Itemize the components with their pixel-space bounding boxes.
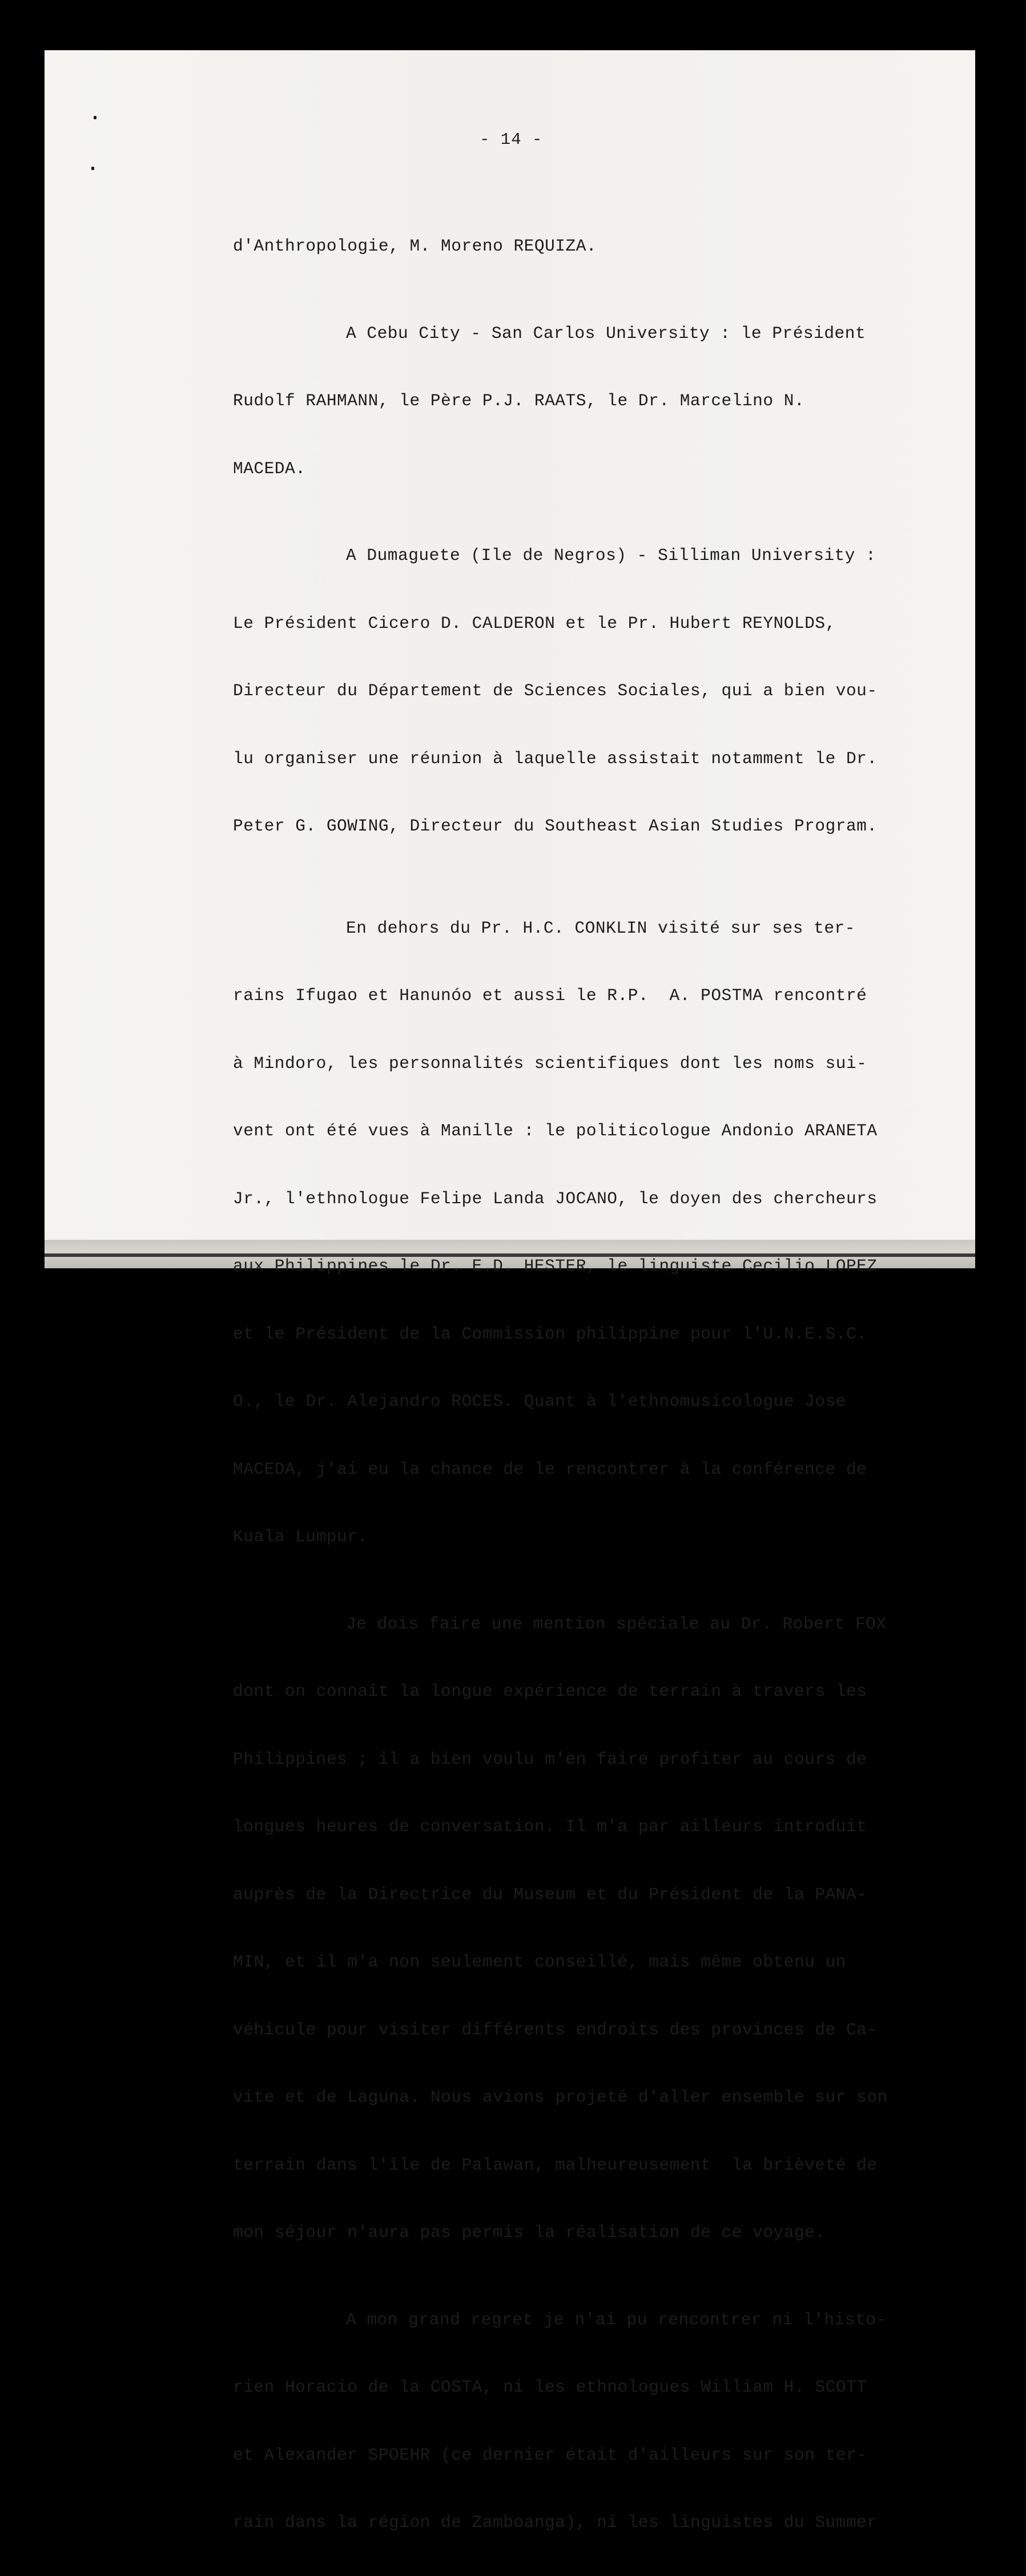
text-line: mon séjour n'aura pas permis la réalisation de ce voyage. <box>233 2223 826 2242</box>
page-number: - 14 - <box>480 130 543 149</box>
text-line: longues heures de conversation. Il m'a par ailleurs introduit <box>233 1817 867 1836</box>
text-line: d'Anthropologie, M. Moreno REQUIZA. <box>233 236 597 256</box>
text-line: auprès de la Directrice du Museum et du Président de la PANA- <box>233 1884 867 1904</box>
text-line: vent ont été vues à Manille : le politicologue Andonio ARANETA <box>233 1121 878 1140</box>
text-line: à Mindoro, les personnalités scientifiques dont les noms sui- <box>233 1053 867 1073</box>
text-line: véhicule pour visiter différents endroits des provinces de Ca- <box>233 2019 878 2039</box>
text-line: et Alexander SPOEHR (ce dernier était d'ailleurs sur son ter- <box>233 2445 867 2465</box>
text-line: terrain dans l'île de Palawan, malheureusement la brièveté de <box>233 2155 878 2175</box>
text-line: A Dumaguete (Ile de Negros) - Silliman University : <box>346 546 876 565</box>
text-line: Philippines ; il a bien voulu m'en faire profiter au cours de <box>233 1749 867 1769</box>
text-line: Rudolf RAHMANN, le Père P.J. RAATS, le Dr. Marcelino N. <box>233 391 805 410</box>
speck-mark <box>91 167 94 170</box>
text-line: Kuala Lumpur. <box>233 1527 368 1546</box>
text-line: et le Président de la Commission philippine pour l'U.N.E.S.C. <box>233 1324 867 1344</box>
text-line: rains Ifugao et Hanunóo et aussi le R.P. A. POSTMA rencontré <box>233 986 867 1005</box>
text-line: Le Président Cicero D. CALDERON et le Pr. Hubert REYNOLDS, <box>233 613 836 633</box>
text-line: rien Horacio de la COSTA, ni les ethnologues William H. SCOTT <box>233 2377 867 2397</box>
text-line: A mon grand regret je n'ai pu rencontrer ni l'histo- <box>346 2309 887 2329</box>
text-line: MIN, et il m'a non seulement conseillé, mais même obtenu un <box>233 1952 846 1972</box>
text-line: vite et de Laguna. Nous avions projeté d'aller ensemble sur son <box>233 2087 888 2107</box>
text-line: MACEDA, j'ai eu la chance de le rencontrer à la conférence de <box>233 1459 867 1479</box>
text-line: dont on connaît la longue expérience de terrain à travers les <box>233 1682 867 1701</box>
text-line: Peter G. GOWING, Directeur du Southeast Asian Studies Program. <box>233 816 878 836</box>
text-line: A Cebu City - San Carlos University : le Président <box>346 323 866 343</box>
text-line: Je dois faire une mention spéciale au Dr. Robert FOX <box>346 1614 887 1634</box>
text-line: MACEDA. <box>233 458 306 478</box>
text-line: lu organiser une réunion à laquelle assistait notamment le Dr. <box>233 748 878 768</box>
typed-text-body <box>233 193 958 2576</box>
text-line: O., le Dr. Alejandro ROCES. Quant à l'ethnomusicologue Jose <box>233 1392 846 1411</box>
text-line: Directeur du Département de Sciences Sociales, qui a bien vou- <box>233 681 878 700</box>
text-line: En dehors du Pr. H.C. CONKLIN visité sur ses ter- <box>346 918 855 938</box>
text-line: rain dans la région de Zamboanga), ni les linguistes du Summer <box>233 2513 878 2532</box>
speck-mark <box>94 116 96 119</box>
text-line: aux Philippines le Dr. E.D. HESTER, le linguiste Cecilio LOPEZ <box>233 1256 878 1276</box>
text-line: Jr., l'ethnologue Felipe Landa JOCANO, le doyen des chercheurs <box>233 1188 878 1208</box>
